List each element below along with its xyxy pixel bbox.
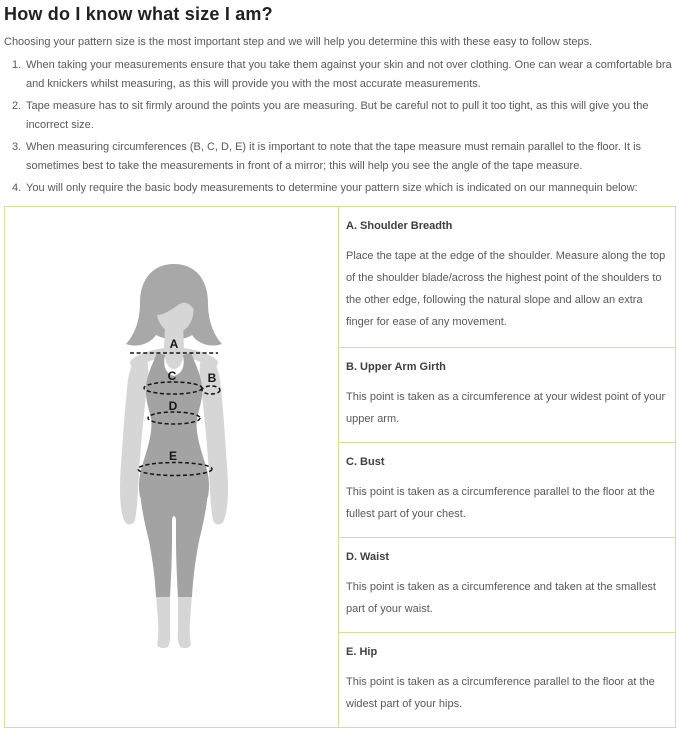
step-number: 4. xyxy=(12,182,22,194)
step-text: Tape measure has to sit firmly around the points you are measuring. But be careful not to pull it too tight, as this will give you the incorrect size. xyxy=(26,100,649,131)
section-description: Place the tape at the edge of the shoulder. Measure along the top of the shoulder blade/across the highest point of the shoulders to the other edge, following the natural slope and allow an extra finger for ease of any movement. xyxy=(346,250,666,328)
section-waist xyxy=(339,537,675,632)
figure-leggings xyxy=(140,493,208,597)
section-heading: E. Hip xyxy=(346,646,378,658)
section-description: This point is taken as a circumference at your widest point of your upper arm. xyxy=(346,391,666,425)
step-text: When measuring circumferences (B, C, D, E) it is important to note that the tape measure must remain parallel to the floor. It is sometimes best to take the measurements in front of a mirror; this will help you see the angle of the tape measure. xyxy=(26,141,642,172)
step-number: 2. xyxy=(12,100,22,112)
step-item xyxy=(4,179,676,198)
measurement-table xyxy=(4,206,676,728)
step-number: 1. xyxy=(12,59,22,71)
section-heading: D. Waist xyxy=(346,551,389,563)
section-hip xyxy=(339,632,675,727)
section-description: This point is taken as a circumference parallel to the floor at the widest part of your hips. xyxy=(346,676,655,710)
steps-list xyxy=(4,56,676,198)
mannequin-figure xyxy=(6,207,338,725)
section-bust xyxy=(339,442,675,537)
label-e: E xyxy=(168,449,177,463)
label-d: D xyxy=(168,399,177,413)
section-heading: A. Shoulder Breadth xyxy=(346,220,453,232)
step-text: When taking your measurements ensure that you take them against your skin and not over clothing. One can wear a comfortable bra and knickers whilst measuring, as this will provide you with the most accurate measurements. xyxy=(26,59,672,90)
section-upper-arm-girth xyxy=(339,347,675,442)
section-description: This point is taken as a circumference and taken at the smallest part of your waist. xyxy=(346,581,656,615)
section-shoulder-breadth xyxy=(339,207,675,347)
figure-legs xyxy=(156,594,192,648)
section-heading: B. Upper Arm Girth xyxy=(346,361,446,373)
mannequin-panel xyxy=(5,207,339,727)
measurement-sections xyxy=(339,207,675,727)
intro-text: Choosing your pattern size is the most important step and we will help you determine this with these easy to follow steps. xyxy=(4,36,593,48)
step-text: You will only require the basic body measurements to determine your pattern size which is indicated on our mannequin below: xyxy=(26,182,638,194)
step-item xyxy=(4,97,676,135)
page-title: How do I know what size I am? xyxy=(4,4,273,24)
label-a: A xyxy=(169,337,178,351)
step-number: 3. xyxy=(12,141,22,153)
section-description: This point is taken as a circumference parallel to the floor at the fullest part of your chest. xyxy=(346,486,655,520)
label-b: B xyxy=(207,371,216,385)
step-item xyxy=(4,56,676,94)
label-c: C xyxy=(167,369,176,383)
step-item xyxy=(4,138,676,176)
section-heading: C. Bust xyxy=(346,456,385,468)
